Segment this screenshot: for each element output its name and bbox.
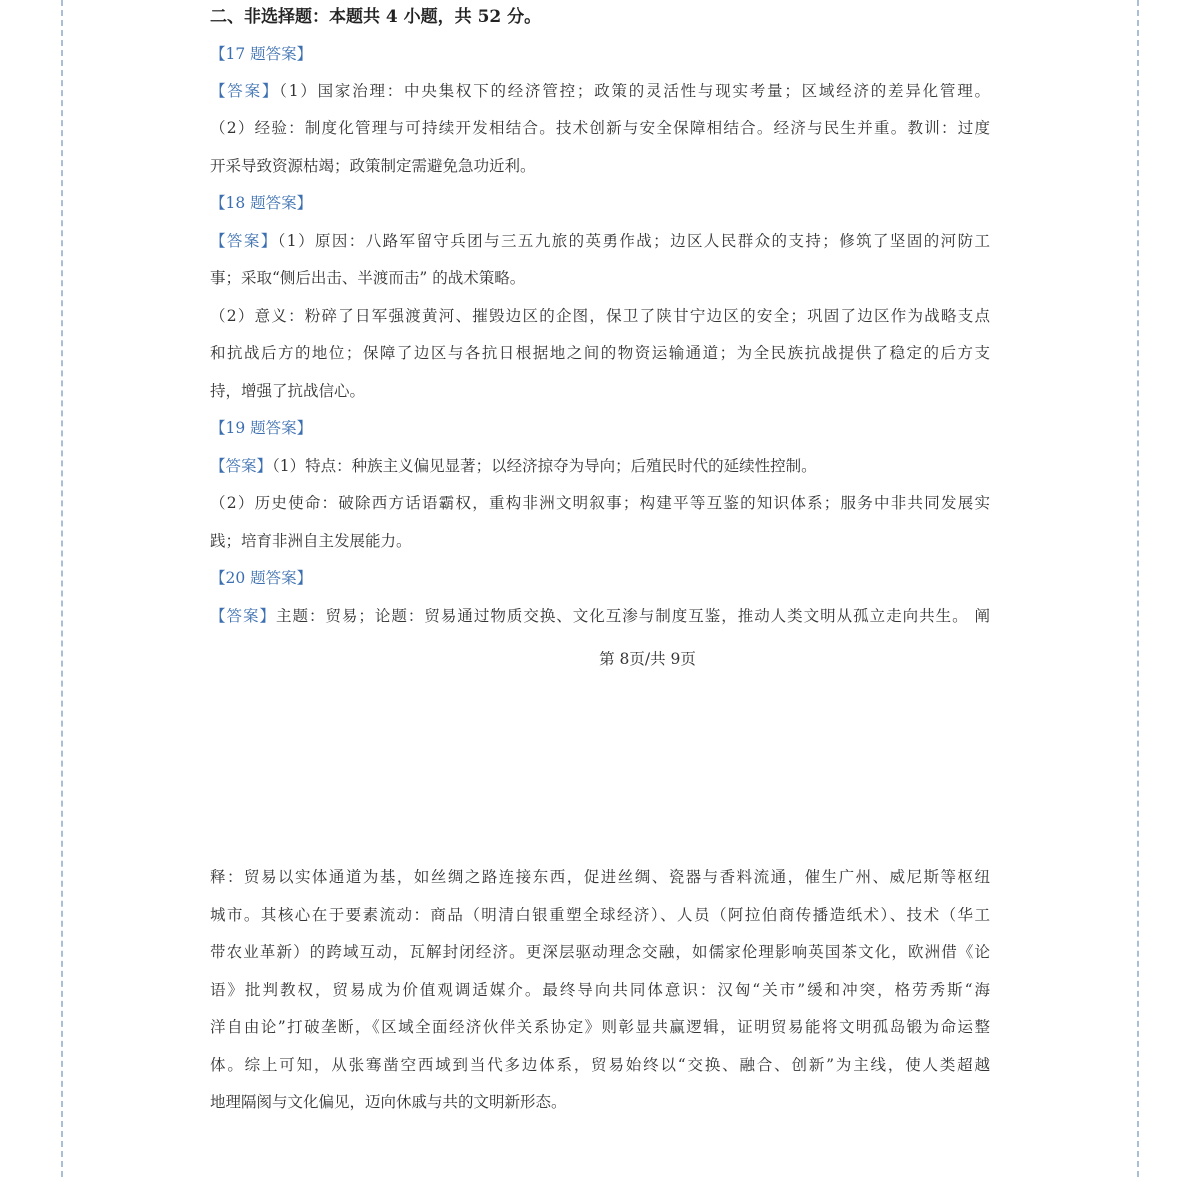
q19-heading: 【19 题答案】 — [210, 419, 313, 437]
q20-heading: 【20 题答案】 — [210, 569, 313, 587]
page-number: 第 8页/共 9页 — [599, 650, 696, 668]
answer-tag: 【答案】 — [210, 82, 280, 100]
q19-line3: 践；培育非洲自主发展能力。 — [210, 532, 412, 550]
q18-line5: 持，增强了抗战信心。 — [210, 382, 366, 400]
continuation-line: 城市。其核心在于要素流动：商品（明清白银重塑全球经济）、人员（阿拉伯商传播造纸术）、技术（华工 — [210, 906, 990, 924]
q18-line4: 和抗战后方的地位；保障了边区与各抗日根据地之间的物资运输通道；为全民族抗战提供了稳定的后方支 — [210, 344, 990, 362]
page-border-right — [1137, 0, 1139, 1177]
continuation-line: 地理隔阂与文化偏见，迈向休戚与共的文明新形态。 — [210, 1093, 567, 1111]
answer-tag: 【答案】 — [210, 232, 278, 250]
q17-heading: 【17 题答案】 — [210, 45, 313, 63]
q18-heading: 【18 题答案】 — [210, 194, 313, 212]
q19-line1: （1）特点：种族主义偏见显著；以经济掠夺为导向；后殖民时代的延续性控制。 — [272, 457, 817, 475]
q18-line1: （1）原因：八路军留守兵团与三五九旅的英勇作战；边区人民群众的支持；修筑了坚固的河防工 — [277, 232, 990, 250]
continuation-line: 释：贸易以实体通道为基，如丝绸之路连接东西，促进丝绸、瓷器与香料流通，催生广州、威尼斯等枢纽 — [210, 868, 990, 886]
document-page — [210, 0, 990, 1177]
q20-answer-line — [210, 605, 990, 627]
section-title: 二、非选择题：本题共 4 小题，共 52 分。 — [210, 7, 542, 27]
continuation-line: 语》批判教权，贸易成为价值观调适媒介。最终导向共同体意识：汉匈“关市”缓和冲突，格劳秀斯“海 — [210, 981, 990, 999]
q17-line3: 开采导致资源枯竭；政策制定需避免急功近利。 — [210, 157, 536, 175]
q20-line1: 主题：贸易；论题：贸易通过物质交换、文化互渗与制度互鉴，推动人类文明从孤立走向共生。 阐 — [275, 607, 990, 625]
q17-line2: （2）经验：制度化管理与可持续开发相结合。技术创新与安全保障相结合。经济与民生并重。教训：过度 — [210, 119, 990, 137]
q18-answer-line — [210, 230, 990, 252]
continuation-line: 体。综上可知，从张骞凿空西域到当代多边体系，贸易始终以“交换、融合、创新”为主线，使人类超越 — [210, 1056, 990, 1074]
q17-line1: （1）国家治理：中央集权下的经济管控；政策的灵活性与现实考量；区域经济的差异化管理。 — [279, 82, 990, 100]
q19-answer-line — [210, 455, 990, 477]
continuation-line: 洋自由论”打破垄断，《区域全面经济伙伴关系协定》则彰显共赢逻辑，证明贸易能将文明孤岛锻为命运整 — [210, 1018, 990, 1036]
q19-line2: （2）历史使命：破除西方话语霸权，重构非洲文明叙事；构建平等互鉴的知识体系；服务中非共同发展实 — [210, 494, 990, 512]
answer-tag: 【答案】 — [210, 607, 276, 625]
page-border-left — [61, 0, 63, 1177]
answer-tag: 【答案】 — [210, 457, 273, 475]
q17-answer-line — [210, 80, 990, 102]
q18-line2: 事；采取“侧后出击、半渡而击” 的战术策略。 — [210, 269, 526, 287]
continuation-line: 带农业革新）的跨域互动，瓦解封闭经济。更深层驱动理念交融，如儒家伦理影响英国茶文化，欧洲借《论 — [210, 943, 990, 961]
q18-line3: （2）意义：粉碎了日军强渡黄河、摧毁边区的企图，保卫了陕甘宁边区的安全；巩固了边区作为战略支点 — [210, 307, 990, 325]
